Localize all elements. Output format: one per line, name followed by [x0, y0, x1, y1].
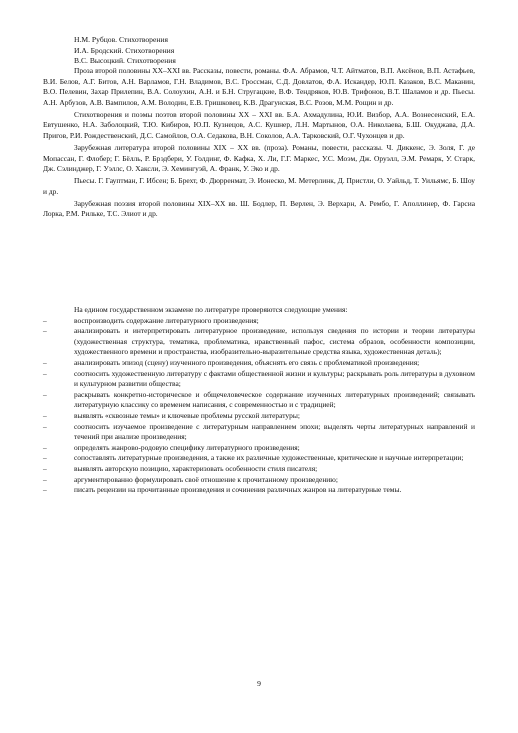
author-line: Н.М. Рубцов. Стихотворения [74, 35, 168, 44]
skill-item [43, 358, 475, 369]
skill-text: раскрывать конкретно-историческое и общечеловеческое содержание изученных литературных произведений; связывать литературную классику со временем написания, с современностью и с традицией; [74, 389, 475, 410]
reading-list-paragraph: Проза второй половины XX–XXI вв. Рассказы, повести, романы. Ф.А. Абрамов, Ч.Т. Айтматов, В.П. Аксёнов, В.П. Астафьев, В.И. Белов, А.Г. Битов, А.Н. Варламов, Г.Н. Владимов, В.С. Гроссман, С.Д. Довлатов, Ф.А. Искандер, Ю.П. Казаков, В.С. Маканин, В.О. Пелевин, Захар Прилепин, В.А. Солоухин, А.Н. и Б.Н. Стругацкие, В.Ф. Тендряков, Ю.В. Трифонов, В.Т. Шаламов и др. Пьесы. А.Н. Арбузов, А.В. Вампилов, А.М. Володин, Е.В. Гришковец, К.В. Драгунская, В.С. Розов, М.М. Рощин и др. [43, 66, 475, 107]
dash-bullet: – [43, 442, 47, 452]
skill-text: выявлять «сквозные темы» и ключевые проблемы русской литературы; [74, 410, 300, 420]
skill-item [43, 390, 475, 411]
dash-bullet: – [43, 368, 47, 378]
skill-item [43, 369, 475, 390]
skill-item [43, 411, 475, 422]
exam-skills-section [43, 305, 475, 496]
dash-bullet: – [43, 485, 47, 495]
reading-list-paragraph: Стихотворения и поэмы поэтов второй половины XX – XXI вв. Б.А. Ахмадулина, Ю.И. Визбор, А.А. Вознесенский, Е.А. Евтушенко, Н.А. Заболоцкий, Т.Ю. Кибиров, Ю.П. Кузнецов, А.С. Кушнер, Л.Н. Мартынов, О.А. Николаева, Б.Ш. Окуджава, Д.А. Пригов, Р.И. Рождественский, Д.С. Самойлов, О.А. Седакова, В.Н. Соколов, А.А. Тарковский, О.Г. Чухонцев и др. [43, 109, 475, 141]
skill-item [43, 475, 475, 486]
reading-list-paragraph: Зарубежная литература второй половины XIX – XX вв. (проза). Романы, повести, рассказы. Ч. Диккенс, Э. Золя, Г. де Мопассан, Г. Флобер; Г. Бёлль, Р. Брэдбери, У. Голдинг, Ф. Кафка, Х. Ли, Г.Г. Маркес, У.С. Моэм, Дж. Оруэлл, Э.М. Ремарк, У. Старк, Дж. Сэлинджер, Г. Уэллс, О. Хаксли, Э. Хемингуэй, А. Франк, У. Эко и др. [43, 142, 475, 174]
skill-text: анализировать эпизод (сцену) изученного произведения, объяснять его связь с проблематикой произведения; [74, 357, 420, 367]
skill-item [43, 326, 475, 358]
dash-bullet: – [43, 357, 47, 367]
document-page [43, 0, 475, 733]
exam-intro: На едином государственном экзамене по литературе проверяются следующие умения: [74, 305, 348, 314]
dash-bullet: – [43, 421, 47, 431]
authors-top-list [74, 35, 474, 67]
reading-list-paragraph: Зарубежная поэзия второй половины XIX–XX вв. Ш. Бодлер, П. Верлен, Э. Верхарн, А. Рембо, Г. Аполлинер, Ф. Гарсиа Лорка, Р.М. Рильке, Т.С. Элиот и др. [43, 198, 475, 219]
skill-item [43, 316, 475, 327]
skill-text: соотносить изучаемое произведение с литературным направлением эпохи; выделять черты литературных направлений и течений при анализе произведения; [74, 421, 475, 442]
skills-list [43, 316, 475, 496]
skill-item [43, 485, 475, 496]
dash-bullet: – [43, 474, 47, 484]
skill-text: сопоставлять литературные произведения, а также их различные художественные, критические и научные интерпретации; [74, 453, 464, 463]
skill-text: определять жанрово-родовую специфику литературного произведения; [74, 442, 300, 452]
reading-list [43, 66, 475, 221]
dash-bullet: – [43, 389, 47, 399]
author-line: И.А. Бродский. Стихотворения [74, 45, 175, 55]
dash-bullet: – [43, 315, 47, 325]
dash-bullet: – [43, 410, 47, 420]
dash-bullet: – [43, 463, 47, 473]
skill-item [43, 464, 475, 475]
skill-text: аргументированно формулировать своё отношение к прочитанному произведению; [74, 474, 338, 484]
skill-text: писать рецензии на прочитанные произведения и сочинения различных жанров на литературные темы. [74, 485, 402, 495]
skill-text: выявлять авторскую позицию, характеризовать особенности стиля писателя; [74, 463, 318, 473]
page-number: 9 [257, 679, 261, 688]
dash-bullet: – [43, 453, 47, 463]
skill-item [43, 453, 475, 464]
skill-text: анализировать и интерпретировать литературное произведение, используя сведения по истории и теории литературы (художественная структура, тематика, проблематика, нравственный пафос, система образов, особенности композиции, художественного времени и пространства, изобразительно-выразительные средства языка, художественная деталь); [74, 326, 475, 357]
skill-item [43, 443, 475, 454]
skill-item [43, 422, 475, 443]
reading-list-paragraph: Пьесы. Г. Гауптман, Г. Ибсен; Б. Брехт, Ф. Дюрренмат, Э. Ионеско, М. Метерлинк, Д. Пристли, О. Уайльд, Т. Уильямс, Б. Шоу и др. [43, 176, 475, 196]
skill-text: воспроизводить содержание литературного произведения; [74, 315, 259, 325]
dash-bullet: – [43, 326, 47, 336]
author-line: В.С. Высоцкий. Стихотворения [74, 56, 176, 66]
skill-text: соотносить художественную литературу с фактами общественной жизни и культуры; раскрывать роль литературы в духовном и культурном развитии общества; [74, 368, 475, 389]
